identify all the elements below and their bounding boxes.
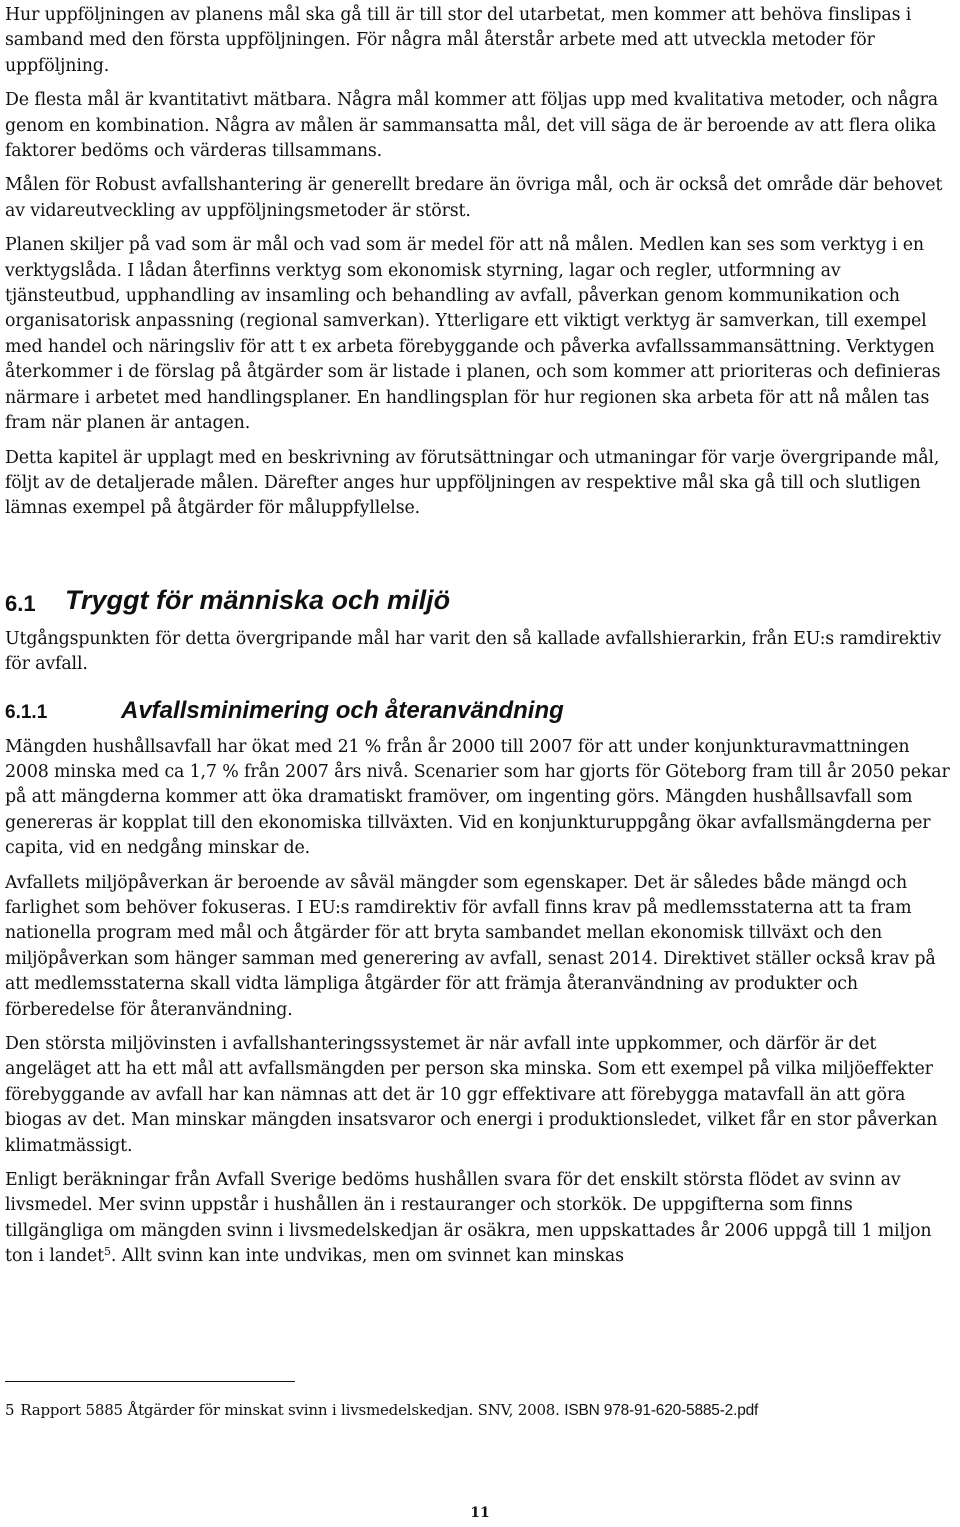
footnote-separator — [5, 1381, 295, 1382]
subsection-title: Avfallsminimering och återanvändning — [121, 696, 564, 724]
paragraph-4-text-after: . Allt svinn kan inte undvikas, men om svinnet kan minskas — [110, 1246, 624, 1267]
section-spacer — [5, 531, 955, 585]
subsection-paragraph-1: Mängden hushållsavfall har ökat med 21 % från år 2000 till 2007 för att under konjunkturavmattningen 2008 minska med ca 1,7 % från 2007 års nivå. Scenarier som har gjorts för Göteborg fram till år 2050 pekar på att mängderna kommer att öka dramatiskt framöver, om ingenting görs. Mängden hushållsavfall som genereras är kopplat till den ekonomiska tillväxten. Vid en konjunkturuppgång ökar avfallsmängderna per capita, vid en nedgång minskar de. — [5, 736, 950, 859]
footnote-mark: 5 — [5, 1401, 15, 1419]
section-number: 6.1 — [5, 590, 36, 616]
section-title: Tryggt för människa och miljö — [65, 584, 451, 615]
page-number: 11 — [470, 1505, 490, 1521]
section-heading — [5, 585, 955, 621]
intro-paragraph-3: Målen för Robust avfallshantering är generellt bredare än övriga mål, och är också det område där behovet av vidareutveckling av uppföljningsmetoder är störst. — [5, 175, 943, 221]
subsection-paragraph-2: Avfallets miljöpåverkan är beroende av såväl mängder som egenskaper. Det är således både mängd och farlighet som behöver fokuseras. I EU:s ramdirektiv för avfall finns krav på medlemsstaterna att ta fram nationella program med mål och åtgärder för att bryta sambandet mellan ekonomisk tillväxt och den miljöpåverkan som hänger samman med generering av avfall, senast 2014. Direktivet ställer också krav på att medlemsstaterna skall vidta lämpliga åtgärder för att främja återanvändning av produkter och förberedelse för återanvändning. — [5, 872, 936, 1020]
intro-paragraph-1: Hur uppföljningen av planens mål ska gå till är till stor del utarbetat, men kommer att behöva finslipas i samband med den första uppföljningen. För några mål återstår arbete med att utveckla metoder för uppföljning. — [5, 5, 912, 76]
footnote-reference[interactable]: 5 — [104, 1245, 111, 1259]
footnote — [5, 1400, 955, 1421]
subsection-paragraph-4 — [5, 1168, 955, 1270]
subsection-heading — [5, 697, 955, 731]
footnote-isbn: ISBN 978-91-620-5885-2.pdf — [564, 1402, 759, 1419]
intro-paragraph-4: Planen skiljer på vad som är mål och vad som är medel för att nå målen. Medlen kan ses som verktyg i en verktygslåda. I lådan återfinns verktyg som ekonomisk styrning, lagar och regler, utformning av tjänsteutbud, upphandling av insamling och behandling av avfall, påverkan genom kommunikation och organisatorisk anpassning (regional samverkan). Ytterligare ett viktigt verktyg är samverkan, till exempel med handel och näringsliv för att t ex arbeta förebyggande och påverka avfallssammansättning. Verktygen återkommer i de förslag på åtgärder som är listade i planen, och som kommer att prioriteras och definieras närmare i arbetet med handlingsplaner. En handlingsplan för hur regionen ska arbeta för att nå målen tas fram när planen är antagen. — [5, 235, 941, 434]
document-page — [5, 0, 955, 1279]
paragraph-4-text-before: Enligt beräkningar från Avfall Sverige bedöms hushållen svara för det enskilt största flödet av svinn av livsmedel. Mer svinn uppstår i hushållen än i restauranger och storkök. De uppgifterna som finns tillgängliga om mängden svinn i livsmedelskedjan är osäkra, men uppskattades år 2006 uppgå till 1 miljon ton i landet — [5, 1170, 932, 1267]
subsection-number: 6.1.1 — [5, 701, 48, 723]
intro-paragraph-5: Detta kapitel är upplagt med en beskrivning av förutsättningar och utmaningar för varje övergripande mål, följt av de detaljerade målen. Därefter anges hur uppföljningen av respektive mål ska gå till och slutligen lämnas exempel på åtgärder för måluppfyllelse. — [5, 447, 940, 519]
footnote-text: Rapport 5885 Åtgärder för minskat svinn i livsmedelskedjan. SNV, 2008. — [20, 1401, 560, 1419]
section-paragraph-1: Utgångspunkten för detta övergripande mål har varit den så kallade avfallshierarkin, från EU:s ramdirektiv för avfall. — [5, 628, 942, 675]
subsection-paragraph-3: Den största miljövinsten i avfallshanteringssystemet är när avfall inte uppkommer, och därför är det angeläget att ha ett mål att avfallsmängden per person ska minska. Som ett exempel på vilka miljöeffekter förebyggande av avfall har kan nämnas att det är 10 ggr effektivare att förebygga matavfall än att göra biogas av det. Man minskar mängden insatsvaror och energi i produktionsledet, vilket får en stor påverkan klimatmässigt. — [5, 1034, 938, 1156]
intro-paragraph-2: De flesta mål är kvantitativt mätbara. Några mål kommer att följas upp med kvalitativa metoder, och några genom en kombination. Några av målen är sammansatta mål, det vill säga de är beroende av att flera olika faktorer bedöms och värderas tillsammans. — [5, 90, 938, 162]
